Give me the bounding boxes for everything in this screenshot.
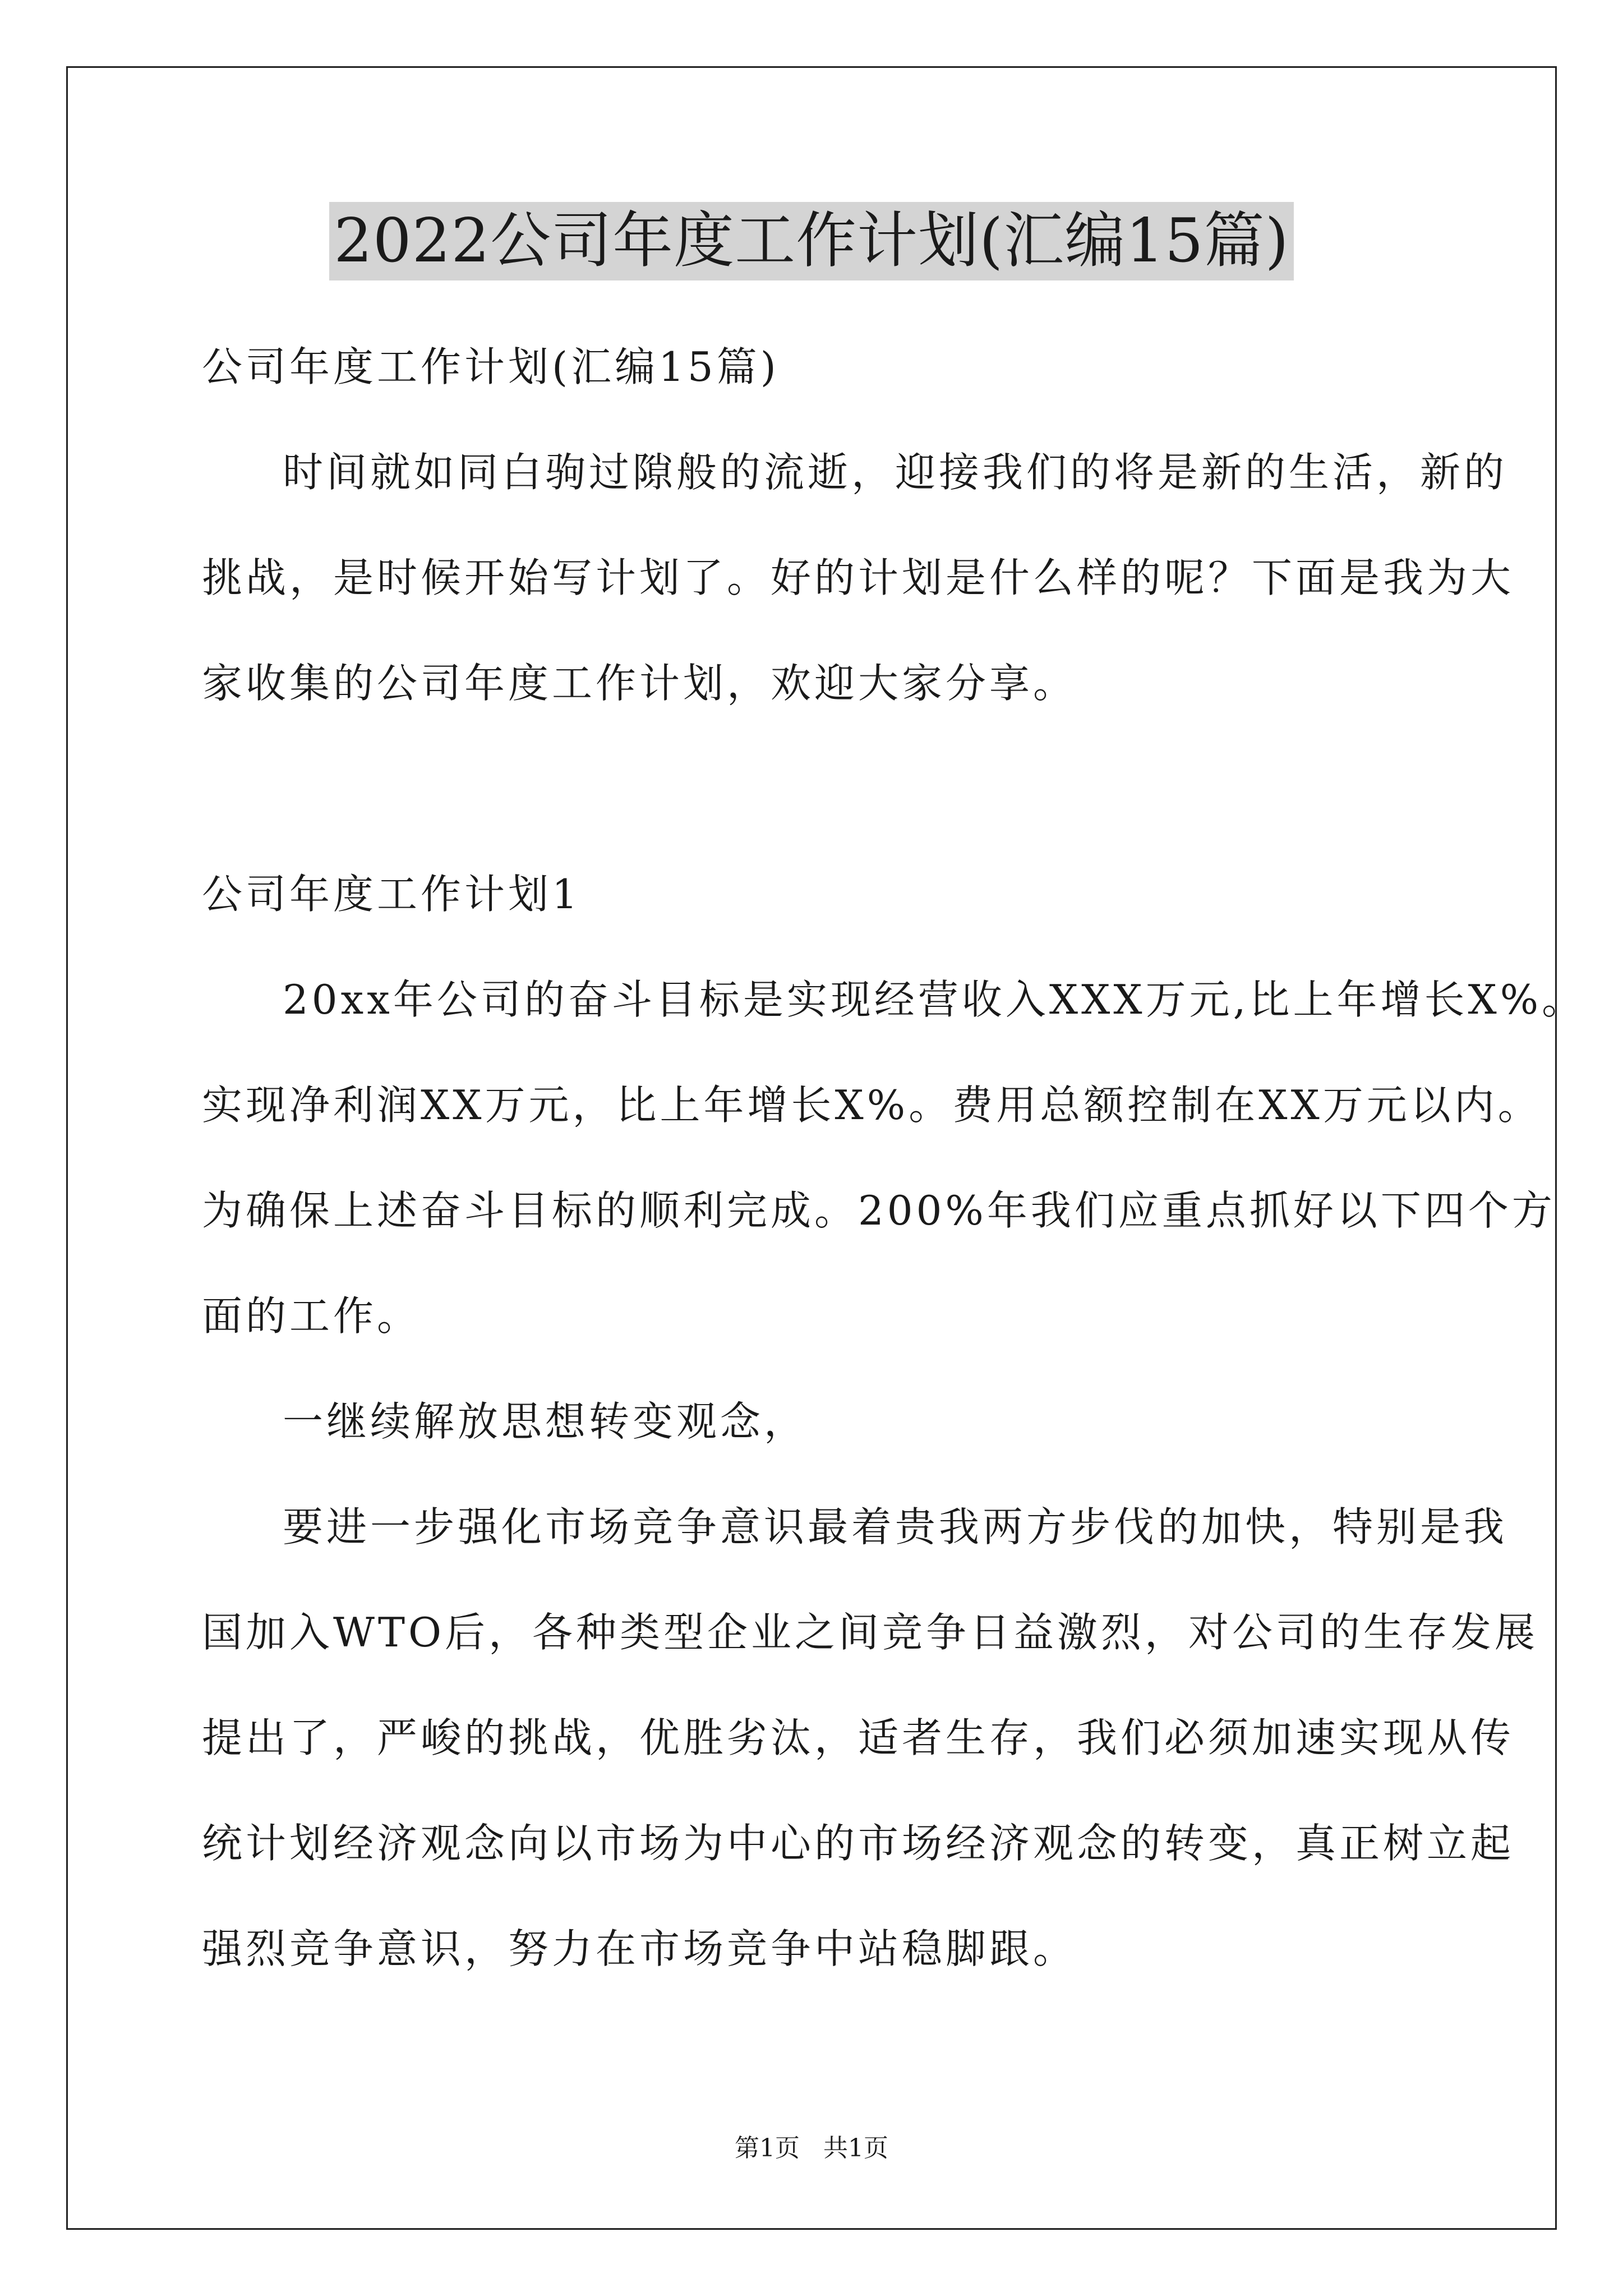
text-line: 家收集的公司年度工作计划，欢迎大家分享。 [202, 660, 1077, 707]
document-body [202, 314, 1586, 2001]
title-container [0, 202, 1623, 280]
text-line: 公司年度工作计划1 [202, 871, 581, 918]
text-line: 强烈竞争意识，努力在市场竞争中站稳脚跟。 [202, 1925, 1077, 1972]
text-line: 提出了，严峻的挑战，优胜劣汰，适者生存，我们必须加速实现从传 [202, 1714, 1515, 1761]
text-line: 一继续解放思想转变观念， [283, 1398, 808, 1445]
text-line: 实现净利润XX万元，比上年增长X%。费用总额控制在XX万元以内。 [202, 1082, 1542, 1129]
text-line: 时间就如同白驹过隙般的流逝，迎接我们的将是新的生活，新的 [283, 449, 1508, 496]
text-line: 为确保上述奋斗目标的顺利完成。200%年我们应重点抓好以下四个方 [202, 1187, 1556, 1234]
text-line: 20xx年公司的奋斗目标是实现经营收入XXX万元,比上年增长X%。 [283, 976, 1586, 1023]
document-title: 2022公司年度工作计划(汇编15篇) [329, 202, 1294, 280]
page-footer: 第1页 共1页 [735, 2134, 888, 2162]
text-line: 要进一步强化市场竞争意识最着贵我两方步伐的加快，特别是我 [283, 1503, 1508, 1550]
blank-line [202, 736, 1453, 841]
text-line: 统计划经济观念向以市场为中心的市场经济观念的转变，真正树立起 [202, 1820, 1515, 1867]
text-line: 国加入WTO后，各种类型企业之间竞争日益激烈，对公司的生存发展 [202, 1609, 1539, 1656]
text-line: 公司年度工作计划(汇编15篇) [202, 343, 780, 390]
text-line: 面的工作。 [202, 1292, 421, 1340]
text-line: 挑战，是时候开始写计划了。好的计划是什么样的呢？下面是我为大 [202, 554, 1515, 601]
